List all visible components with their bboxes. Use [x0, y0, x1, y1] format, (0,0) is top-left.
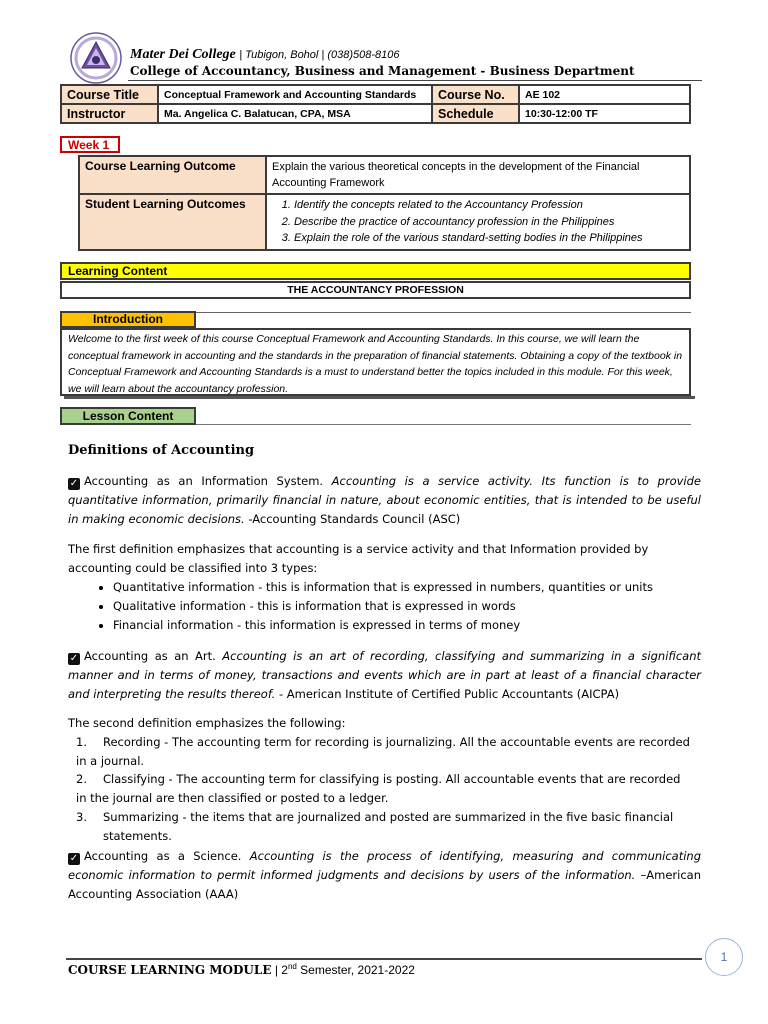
- definition-science: [68, 847, 701, 904]
- numbered-item-classifying: [68, 770, 701, 808]
- department-title: College of Accountancy, Business and Management - Business Department: [130, 64, 635, 78]
- definition-text: Accounting is a service activity. Its function is to provide quantitative information, primarily financial in nature, about economic entities, that is intended to be useful in making economic decisions.: [68, 474, 702, 526]
- lesson-divider: [196, 424, 691, 425]
- college-location: | Tubigon, Bohol | (038)508-8106: [239, 49, 400, 61]
- definition-title: Accounting as an Art.: [84, 649, 216, 663]
- item-text-cont: in a journal.: [76, 754, 145, 768]
- semester-prefix: | 2: [274, 963, 288, 977]
- learning-content-header: Learning Content: [60, 262, 691, 280]
- topic-title: THE ACCOUNTANCY PROFESSION: [60, 281, 691, 299]
- slo-item: 1. Identify the concepts related to the Accountancy Profession: [294, 197, 684, 214]
- course-title-label: Course Title: [61, 85, 158, 104]
- definition-text: Accounting is an art of recording, classifying and summarizing in a significant manner and in terms of money, transactions and events which are in part at least of a financial character and interpreting the results thereof.: [68, 649, 701, 701]
- course-info-table: [60, 84, 691, 124]
- semester-ordinal: nd: [287, 962, 297, 971]
- item-number: 1.: [76, 735, 87, 749]
- slo-item: 3. Explain the role of the various standard-setting bodies in the Philippines: [294, 230, 684, 247]
- clo-value: Explain the various theoretical concepts in the development of the Financial Accounting Framework: [266, 156, 690, 194]
- definition-source: –American Accounting Association (AAA): [68, 868, 702, 901]
- introduction-text: Welcome to the first week of this course Conceptual Framework and Accounting Standards. In this course, we will learn the conceptual framework in accounting and the standards in the preparation of financial statements. Obtaining a copy of the textbook in Conceptual Framework and Accounting Standards is a must to understand better the topics included in this module. For this week, we will learn about the accountancy profession.: [60, 328, 691, 396]
- footer-text: [68, 962, 415, 977]
- item-text-cont: statements.: [103, 829, 172, 843]
- introduction-divider: [196, 312, 691, 313]
- course-no-value: AE 102: [519, 85, 690, 104]
- checkbox-icon: ✓: [69, 653, 79, 664]
- course-no-label: Course No.: [432, 85, 519, 104]
- definitions-heading: Definitions of Accounting: [68, 443, 255, 458]
- slo-item: 2. Describe the practice of accountancy profession in the Philippines: [294, 214, 684, 231]
- definition-title: Accounting as an Information System.: [84, 474, 324, 488]
- definition-source: -Accounting Standards Council (ASC): [248, 512, 461, 526]
- module-label: COURSE LEARNING MODULE: [68, 963, 272, 977]
- definition-title: Accounting as a Science.: [84, 849, 242, 863]
- first-definition-paragraph: The first definition emphasizes that accounting is a service activity and that Information provided by accounting could be classified into 3 types:: [68, 542, 649, 575]
- slo-label: Student Learning Outcomes: [79, 194, 266, 250]
- list-item: • Qualitative information - this is information that is expressed in words: [113, 597, 701, 616]
- slo-list: [272, 197, 684, 247]
- schedule-label: Schedule: [432, 104, 519, 123]
- semester-text: Semester, 2021-2022: [296, 963, 415, 977]
- item-number: 2.: [76, 772, 87, 786]
- slo-list-cell: [266, 194, 690, 250]
- definition-information-system: [68, 472, 701, 529]
- introduction-box-shadow: [64, 396, 695, 399]
- checkbox-icon: ✓: [69, 478, 79, 489]
- outcomes-table: [78, 155, 691, 251]
- item-text: Classifying - The accounting term for classifying is posting. All accountable events that are recorded: [103, 772, 681, 786]
- item-text: Recording - The accounting term for recording is journalizing. All the accountable events are recorded: [103, 735, 690, 749]
- definition-text: Accounting is the process of identifying, measuring and communicating economic information to permit informed judgments and decisions by users of the information.: [68, 849, 701, 882]
- schedule-value: 10:30-12:00 TF: [519, 104, 690, 123]
- definition-art: [68, 647, 701, 704]
- clo-label: Course Learning Outcome: [79, 156, 266, 194]
- item-text: Summarizing - the items that are journalized and posted are summarized in the five basic financial: [103, 810, 674, 824]
- lesson-content-tab: Lesson Content: [60, 407, 196, 425]
- checkbox-icon: ✓: [69, 853, 79, 864]
- college-name: Mater Dei College | Tubigon, Bohol | (038)508-8106: [130, 47, 400, 62]
- second-definition-paragraph: The second definition emphasizes the following:: [68, 716, 346, 730]
- footer-divider: [66, 958, 702, 960]
- header-divider: [128, 80, 702, 81]
- course-title-value: Conceptual Framework and Accounting Standards: [158, 85, 432, 104]
- page-number: 1: [705, 938, 743, 976]
- introduction-tab: Introduction: [60, 311, 196, 328]
- instructor-value: Ma. Angelica C. Balatucan, CPA, MSA: [158, 104, 432, 123]
- week-label: Week 1: [60, 136, 120, 153]
- item-number: 3.: [76, 810, 87, 824]
- definition-source: - American Institute of Certified Public Accountants (AICPA): [278, 687, 620, 701]
- instructor-label: Instructor: [61, 104, 158, 123]
- numbered-item-summarizing: [68, 808, 701, 846]
- list-item: • Quantitative information - this is information that is expressed in numbers, quantities or units: [113, 578, 701, 597]
- college-seal-logo: [70, 32, 122, 84]
- information-types-list: [68, 578, 701, 635]
- numbered-item-recording: [68, 733, 701, 771]
- item-text-cont: in the journal are then classified or posted to a ledger.: [76, 791, 389, 805]
- list-item: • Financial information - this information is expressed in terms of money: [113, 616, 701, 635]
